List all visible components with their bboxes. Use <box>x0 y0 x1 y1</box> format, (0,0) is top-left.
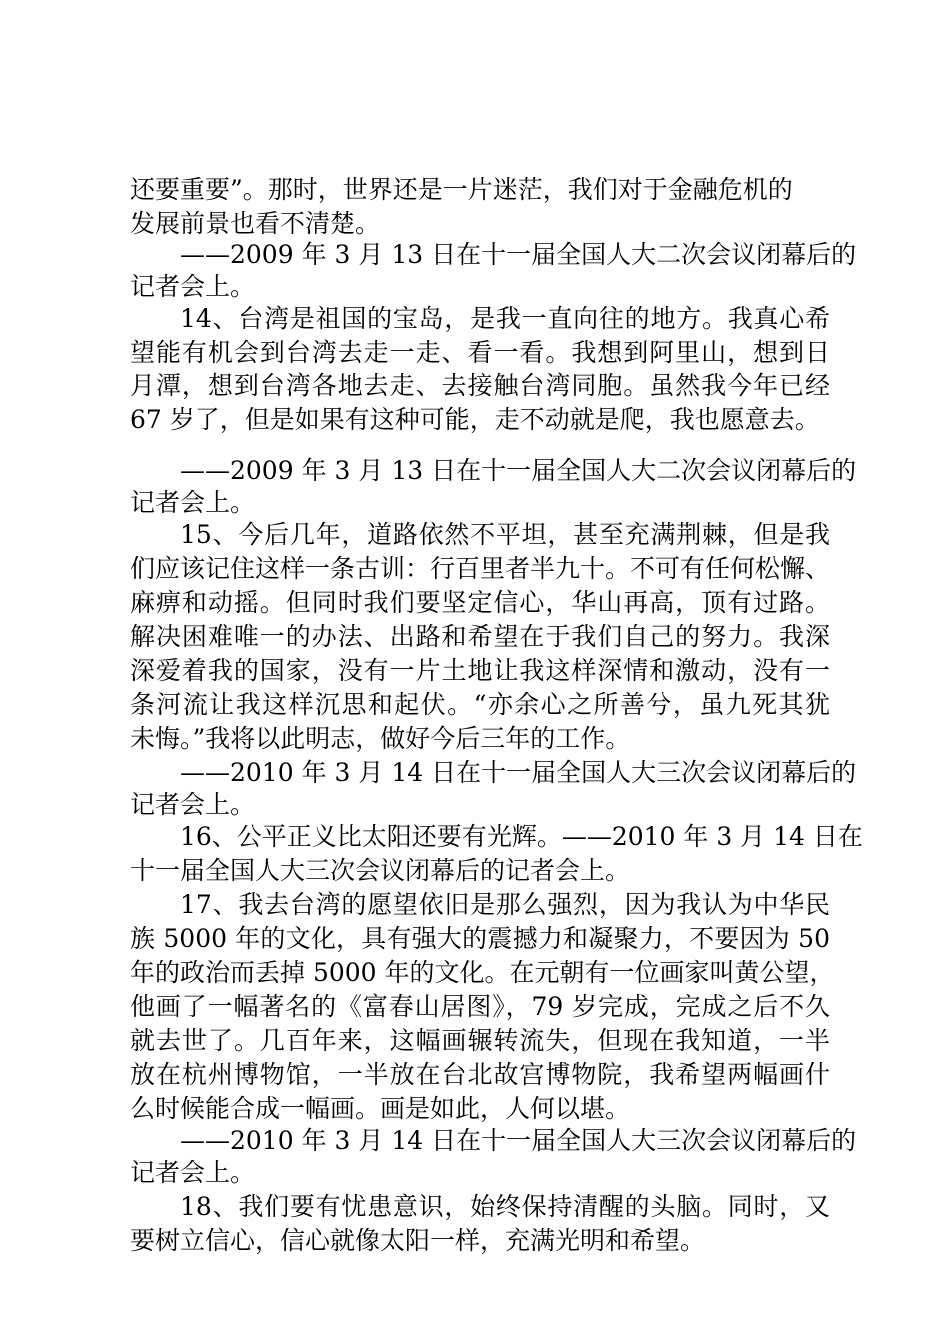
text-line: 放在杭州博物馆，一半放在台北故宫博物院，我希望两幅画什 <box>130 1060 830 1089</box>
text-line: 们应该记住这样一条古训：行百里者半九十。不可有任何松懈、 <box>130 554 831 583</box>
text-line: 要树立信心，信心就像太阳一样，充满光明和希望。 <box>130 1226 706 1255</box>
text-line: 发展前景也看不清楚。 <box>130 209 381 238</box>
text-line: 14、台湾是祖国的宝岛，是我一直向往的地方。我真心希 <box>180 304 830 333</box>
text-line: 17、我去台湾的愿望依旧是那么强烈，因为我认为中华民 <box>180 890 830 919</box>
text-line: 就去世了。几百年来，这幅画辗转流失，但现在我知道，一半 <box>130 1026 830 1055</box>
text-line: 条河流让我这样沉思和起伏。“亦余心之所善兮，虽九死其犹 <box>130 690 830 719</box>
text-line: 16、公平正义比太阳还要有光辉。——2010 年 3 月 14 日在 <box>180 822 863 851</box>
text-line: 十一届全国人大三次会议闭幕后的记者会上。 <box>130 856 631 885</box>
text-line: 15、今后几年，道路依然不平坦，甚至充满荆棘，但是我 <box>180 520 830 549</box>
text-line: 他画了一幅著名的《富春山居图》，79 岁完成，完成之后不久 <box>130 992 830 1021</box>
text-line: 月潭，想到台湾各地去走、去接触台湾同胞。虽然我今年已经 <box>130 371 830 400</box>
text-line: 67 岁了，但是如果有这种可能，走不动就是爬，我也愿意去。 <box>130 405 820 434</box>
text-line: 族 5000 年的文化，具有强大的震撼力和凝聚力，不要因为 50 <box>130 924 830 953</box>
text-line: 望能有机会到台湾去走一走、看一看。我想到阿里山，想到日 <box>130 338 830 367</box>
text-line: 么时候能合成一幅画。画是如此，人何以堪。 <box>130 1094 631 1123</box>
text-line: ——2010 年 3 月 14 日在十一届全国人大三次会议闭幕后的 <box>180 1126 857 1155</box>
text-line: 未悔。”我将以此明志，做好今后三年的工作。 <box>130 724 631 753</box>
text-line: 年的政治而丢掉 5000 年的文化。在元朝有一位画家叫黄公望， <box>130 958 835 987</box>
text-line: ——2009 年 3 月 13 日在十一届全国人大二次会议闭幕后的 <box>180 456 857 485</box>
text-line: 记者会上。 <box>130 790 256 819</box>
text-line: 记者会上。 <box>130 1158 256 1187</box>
text-line: 深爱着我的国家，没有一片土地让我这样深情和激动，没有一 <box>130 656 830 685</box>
text-line: 麻痹和动摇。但同时我们要坚定信心，华山再高，顶有过路。 <box>130 588 830 617</box>
text-line: 记者会上。 <box>130 488 256 517</box>
text-line: 还要重要”。那时，世界还是一片迷茫，我们对于金融危机的 <box>130 175 793 204</box>
text-line: ——2010 年 3 月 14 日在十一届全国人大三次会议闭幕后的 <box>180 758 857 787</box>
text-line: 18、我们要有忧患意识，始终保持清醒的头脑。同时，又 <box>180 1192 830 1221</box>
text-line: 解决困难唯一的办法、出路和希望在于我们自己的努力。我深 <box>130 622 830 651</box>
text-line: ——2009 年 3 月 13 日在十一届全国人大二次会议闭幕后的 <box>180 240 857 269</box>
text-line: 记者会上。 <box>130 272 256 301</box>
